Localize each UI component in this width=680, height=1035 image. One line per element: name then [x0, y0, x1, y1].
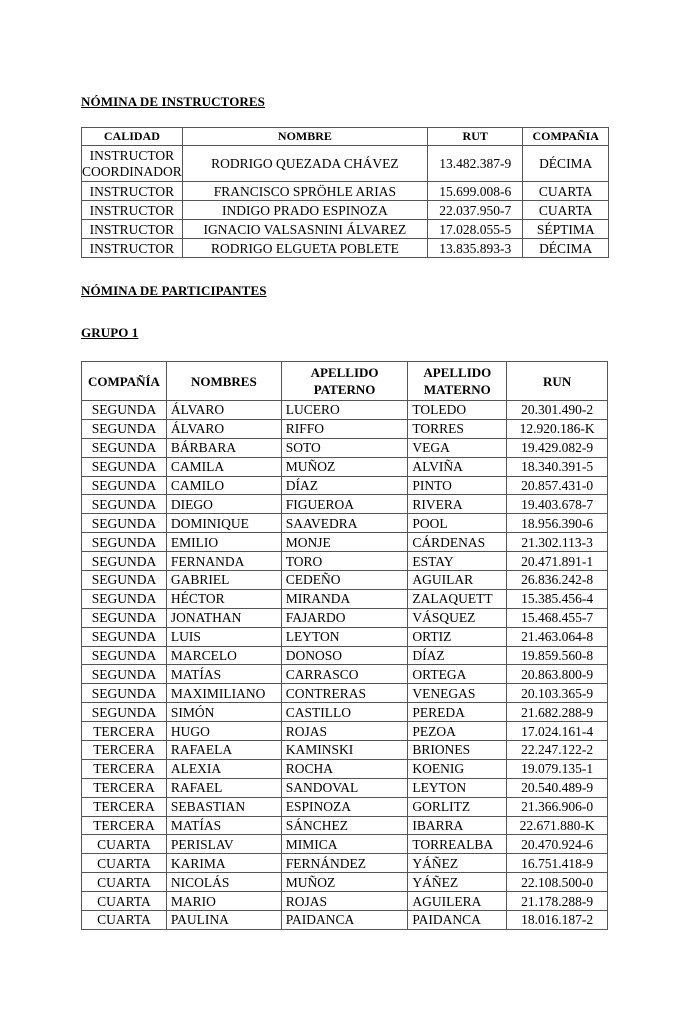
group-heading: GRUPO 1: [81, 325, 139, 340]
table-row: [82, 835, 608, 854]
compania-cell: TERCERA: [82, 797, 167, 816]
compania-cell: CUARTA: [82, 873, 167, 892]
table-row: [82, 571, 608, 590]
apellido-paterno-cell: MONJE: [281, 533, 408, 552]
nombres-cell: GABRIEL: [166, 571, 281, 590]
instructors-header-row: [82, 128, 609, 146]
calidad-cell: INSTRUCTOR: [82, 182, 183, 201]
nombre-cell: IGNACIO VALSASNINI ÁLVAREZ: [182, 220, 427, 239]
nombre-cell: RODRIGO ELGUETA POBLETE: [182, 239, 427, 258]
table-row: [82, 892, 608, 911]
apellido-paterno-cell: SÁNCHEZ: [281, 816, 408, 835]
apellido-materno-cell: PAIDANCA: [408, 911, 507, 930]
table-row: [82, 778, 608, 797]
nombres-cell: DIEGO: [166, 495, 281, 514]
apellido-materno-cell: LEYTON: [408, 778, 507, 797]
table-row: [82, 146, 609, 182]
col-header-compania: COMPAÑIA: [523, 128, 609, 146]
run-cell: 18.340.391-5: [507, 457, 608, 476]
col-header-nombre: NOMBRE: [182, 128, 427, 146]
table-row: [82, 552, 608, 571]
participants-table: [81, 361, 608, 930]
apellido-materno-cell: TOLEDO: [408, 401, 507, 420]
compania-cell: CUARTA: [82, 892, 167, 911]
nombre-cell: RODRIGO QUEZADA CHÁVEZ: [182, 146, 427, 182]
nombres-cell: DOMINIQUE: [166, 514, 281, 533]
run-cell: 19.859.560-8: [507, 646, 608, 665]
compania-cell: SEGUNDA: [82, 419, 167, 438]
nombres-cell: MARIO: [166, 892, 281, 911]
compania-cell: CUARTA: [82, 911, 167, 930]
apellido-paterno-cell: MUÑOZ: [281, 873, 408, 892]
compania-cell: TERCERA: [82, 722, 167, 741]
table-row: [82, 220, 609, 239]
apellido-materno-cell: RIVERA: [408, 495, 507, 514]
apellido-paterno-cell: LUCERO: [281, 401, 408, 420]
table-row: [82, 514, 608, 533]
table-row: [82, 401, 608, 420]
compania-cell: CUARTA: [82, 835, 167, 854]
apellido-materno-cell: DÍAZ: [408, 646, 507, 665]
compania-cell: SEGUNDA: [82, 627, 167, 646]
apellido-paterno-cell: CEDEÑO: [281, 571, 408, 590]
apellido-paterno-cell: SAAVEDRA: [281, 514, 408, 533]
participants-header-row: [82, 362, 608, 401]
apellido-paterno-cell: TORO: [281, 552, 408, 571]
run-cell: 20.857.431-0: [507, 476, 608, 495]
table-row: [82, 684, 608, 703]
apellido-materno-cell: ALVIÑA: [408, 457, 507, 476]
table-row: [82, 797, 608, 816]
compania-cell: SEGUNDA: [82, 571, 167, 590]
calidad-cell: INSTRUCTOR: [82, 239, 183, 258]
rut-cell: 13.482.387-9: [428, 146, 523, 182]
run-cell: 26.836.242-8: [507, 571, 608, 590]
apellido-materno-cell: CÁRDENAS: [408, 533, 507, 552]
nombres-cell: MATÍAS: [166, 816, 281, 835]
compania-cell: CUARTA: [82, 854, 167, 873]
apellido-paterno-cell: KAMINSKI: [281, 741, 408, 760]
calidad-cell: INSTRUCTOR: [82, 201, 183, 220]
table-row: [82, 646, 608, 665]
run-cell: 22.247.122-2: [507, 741, 608, 760]
nombres-cell: NICOLÁS: [166, 873, 281, 892]
apellido-paterno-cell: MIMICA: [281, 835, 408, 854]
table-row: [82, 608, 608, 627]
run-cell: 12.920.186-K: [507, 419, 608, 438]
nombres-cell: PAULINA: [166, 911, 281, 930]
compania-cell: SEGUNDA: [82, 401, 167, 420]
run-cell: 19.403.678-7: [507, 495, 608, 514]
run-cell: 22.108.500-0: [507, 873, 608, 892]
apellido-materno-cell: BRIONES: [408, 741, 507, 760]
compania-cell: DÉCIMA: [523, 146, 609, 182]
run-cell: 20.540.489-9: [507, 778, 608, 797]
compania-cell: DÉCIMA: [523, 239, 609, 258]
table-row: [82, 457, 608, 476]
table-row: [82, 495, 608, 514]
compania-cell: SEGUNDA: [82, 552, 167, 571]
compania-cell: TERCERA: [82, 759, 167, 778]
compania-cell: SEGUNDA: [82, 703, 167, 722]
run-cell: 20.470.924-6: [507, 835, 608, 854]
apellido-paterno-cell: ROJAS: [281, 892, 408, 911]
table-row: [82, 201, 609, 220]
apellido-paterno-cell: ROCHA: [281, 759, 408, 778]
compania-cell: TERCERA: [82, 778, 167, 797]
nombre-cell: INDIGO PRADO ESPINOZA: [182, 201, 427, 220]
apellido-materno-cell: TORRES: [408, 419, 507, 438]
table-row: [82, 722, 608, 741]
instructors-table: [81, 127, 609, 258]
calidad-cell: INSTRUCTOR: [82, 220, 183, 239]
compania-cell: TERCERA: [82, 741, 167, 760]
apellido-materno-cell: ZALAQUETT: [408, 589, 507, 608]
compania-cell: SEGUNDA: [82, 495, 167, 514]
run-cell: 21.366.906-0: [507, 797, 608, 816]
apellido-paterno-cell: RIFFO: [281, 419, 408, 438]
table-row: [82, 759, 608, 778]
apellido-materno-cell: PEREDA: [408, 703, 507, 722]
apellido-paterno-cell: ROJAS: [281, 722, 408, 741]
apellido-materno-cell: PINTO: [408, 476, 507, 495]
nombres-cell: ÁLVARO: [166, 419, 281, 438]
col-header-nombres: NOMBRES: [166, 362, 281, 401]
apellido-paterno-cell: FERNÁNDEZ: [281, 854, 408, 873]
apellido-materno-cell: IBARRA: [408, 816, 507, 835]
nombres-cell: PERISLAV: [166, 835, 281, 854]
col-header-apellido-materno: APELLIDO MATERNO: [408, 362, 507, 401]
apellido-materno-cell: YÁÑEZ: [408, 873, 507, 892]
table-row: [82, 419, 608, 438]
apellido-materno-cell: AGUILERA: [408, 892, 507, 911]
nombre-cell: FRANCISCO SPRÖHLE ARIAS: [182, 182, 427, 201]
apellido-paterno-cell: MIRANDA: [281, 589, 408, 608]
apellido-paterno-cell: PAIDANCA: [281, 911, 408, 930]
table-row: [82, 741, 608, 760]
apellido-paterno-cell: MUÑOZ: [281, 457, 408, 476]
apellido-paterno-cell: LEYTON: [281, 627, 408, 646]
table-row: [82, 533, 608, 552]
table-row: [82, 627, 608, 646]
col-header-apellido-paterno: APELLIDO PATERNO: [281, 362, 408, 401]
apellido-materno-cell: AGUILAR: [408, 571, 507, 590]
compania-cell: SEGUNDA: [82, 438, 167, 457]
rut-cell: 15.699.008-6: [428, 182, 523, 201]
compania-cell: SEGUNDA: [82, 476, 167, 495]
col-header-calidad: CALIDAD: [82, 128, 183, 146]
nombres-cell: JONATHAN: [166, 608, 281, 627]
compania-cell: TERCERA: [82, 816, 167, 835]
nombres-cell: BÁRBARA: [166, 438, 281, 457]
nombres-cell: CAMILO: [166, 476, 281, 495]
rut-cell: 13.835.893-3: [428, 239, 523, 258]
apellido-materno-cell: POOL: [408, 514, 507, 533]
rut-cell: 22.037.950-7: [428, 201, 523, 220]
apellido-paterno-cell: ESPINOZA: [281, 797, 408, 816]
apellido-paterno-cell: DÍAZ: [281, 476, 408, 495]
run-cell: 18.956.390-6: [507, 514, 608, 533]
apellido-materno-cell: TORREALBA: [408, 835, 507, 854]
run-cell: 22.671.880-K: [507, 816, 608, 835]
run-cell: 15.385.456-4: [507, 589, 608, 608]
apellido-materno-cell: ORTIZ: [408, 627, 507, 646]
nombres-cell: MAXIMILIANO: [166, 684, 281, 703]
col-header-compania: COMPAÑÍA: [82, 362, 167, 401]
nombres-cell: EMILIO: [166, 533, 281, 552]
rut-cell: 17.028.055-5: [428, 220, 523, 239]
nombres-cell: SEBASTIAN: [166, 797, 281, 816]
table-row: [82, 854, 608, 873]
nombres-cell: ÁLVARO: [166, 401, 281, 420]
col-header-run: RUN: [507, 362, 608, 401]
nombres-cell: RAFAELA: [166, 741, 281, 760]
run-cell: 19.079.135-1: [507, 759, 608, 778]
apellido-materno-cell: PEZOA: [408, 722, 507, 741]
col-header-rut: RUT: [428, 128, 523, 146]
apellido-paterno-cell: FAJARDO: [281, 608, 408, 627]
nombres-cell: ALEXIA: [166, 759, 281, 778]
nombres-cell: SIMÓN: [166, 703, 281, 722]
participants-heading: NÓMINA DE PARTICIPANTES: [81, 283, 267, 298]
run-cell: 20.103.365-9: [507, 684, 608, 703]
apellido-paterno-cell: FIGUEROA: [281, 495, 408, 514]
table-row: [82, 873, 608, 892]
table-row: [82, 476, 608, 495]
table-row: [82, 182, 609, 201]
nombres-cell: RAFAEL: [166, 778, 281, 797]
run-cell: 21.178.288-9: [507, 892, 608, 911]
table-row: [82, 589, 608, 608]
apellido-paterno-cell: DONOSO: [281, 646, 408, 665]
table-row: [82, 239, 609, 258]
apellido-materno-cell: ESTAY: [408, 552, 507, 571]
nombres-cell: KARIMA: [166, 854, 281, 873]
compania-cell: SEGUNDA: [82, 514, 167, 533]
nombres-cell: FERNANDA: [166, 552, 281, 571]
nombres-cell: MATÍAS: [166, 665, 281, 684]
table-row: [82, 911, 608, 930]
nombres-cell: HUGO: [166, 722, 281, 741]
run-cell: 20.301.490-2: [507, 401, 608, 420]
apellido-materno-cell: VÁSQUEZ: [408, 608, 507, 627]
table-row: [82, 816, 608, 835]
run-cell: 19.429.082-9: [507, 438, 608, 457]
run-cell: 20.863.800-9: [507, 665, 608, 684]
table-row: [82, 438, 608, 457]
apellido-paterno-cell: SOTO: [281, 438, 408, 457]
run-cell: 21.463.064-8: [507, 627, 608, 646]
apellido-materno-cell: VENEGAS: [408, 684, 507, 703]
compania-cell: CUARTA: [523, 201, 609, 220]
apellido-materno-cell: ORTEGA: [408, 665, 507, 684]
apellido-paterno-cell: CASTILLO: [281, 703, 408, 722]
run-cell: 20.471.891-1: [507, 552, 608, 571]
apellido-paterno-cell: SANDOVAL: [281, 778, 408, 797]
compania-cell: SEGUNDA: [82, 608, 167, 627]
compania-cell: SEGUNDA: [82, 457, 167, 476]
compania-cell: SEGUNDA: [82, 533, 167, 552]
nombres-cell: CAMILA: [166, 457, 281, 476]
table-row: [82, 703, 608, 722]
table-row: [82, 665, 608, 684]
nombres-cell: MARCELO: [166, 646, 281, 665]
compania-cell: SEGUNDA: [82, 684, 167, 703]
compania-cell: SÉPTIMA: [523, 220, 609, 239]
apellido-materno-cell: GORLITZ: [408, 797, 507, 816]
nombres-cell: HÉCTOR: [166, 589, 281, 608]
compania-cell: SEGUNDA: [82, 589, 167, 608]
apellido-materno-cell: YÁÑEZ: [408, 854, 507, 873]
run-cell: 18.016.187-2: [507, 911, 608, 930]
compania-cell: SEGUNDA: [82, 646, 167, 665]
calidad-cell: INSTRUCTOR COORDINADOR: [82, 146, 183, 182]
run-cell: 21.302.113-3: [507, 533, 608, 552]
nombres-cell: LUIS: [166, 627, 281, 646]
run-cell: 16.751.418-9: [507, 854, 608, 873]
compania-cell: CUARTA: [523, 182, 609, 201]
compania-cell: SEGUNDA: [82, 665, 167, 684]
apellido-materno-cell: VEGA: [408, 438, 507, 457]
apellido-paterno-cell: CONTRERAS: [281, 684, 408, 703]
run-cell: 21.682.288-9: [507, 703, 608, 722]
run-cell: 17.024.161-4: [507, 722, 608, 741]
apellido-paterno-cell: CARRASCO: [281, 665, 408, 684]
apellido-materno-cell: KOENIG: [408, 759, 507, 778]
run-cell: 15.468.455-7: [507, 608, 608, 627]
instructors-heading: NÓMINA DE INSTRUCTORES: [81, 94, 265, 109]
